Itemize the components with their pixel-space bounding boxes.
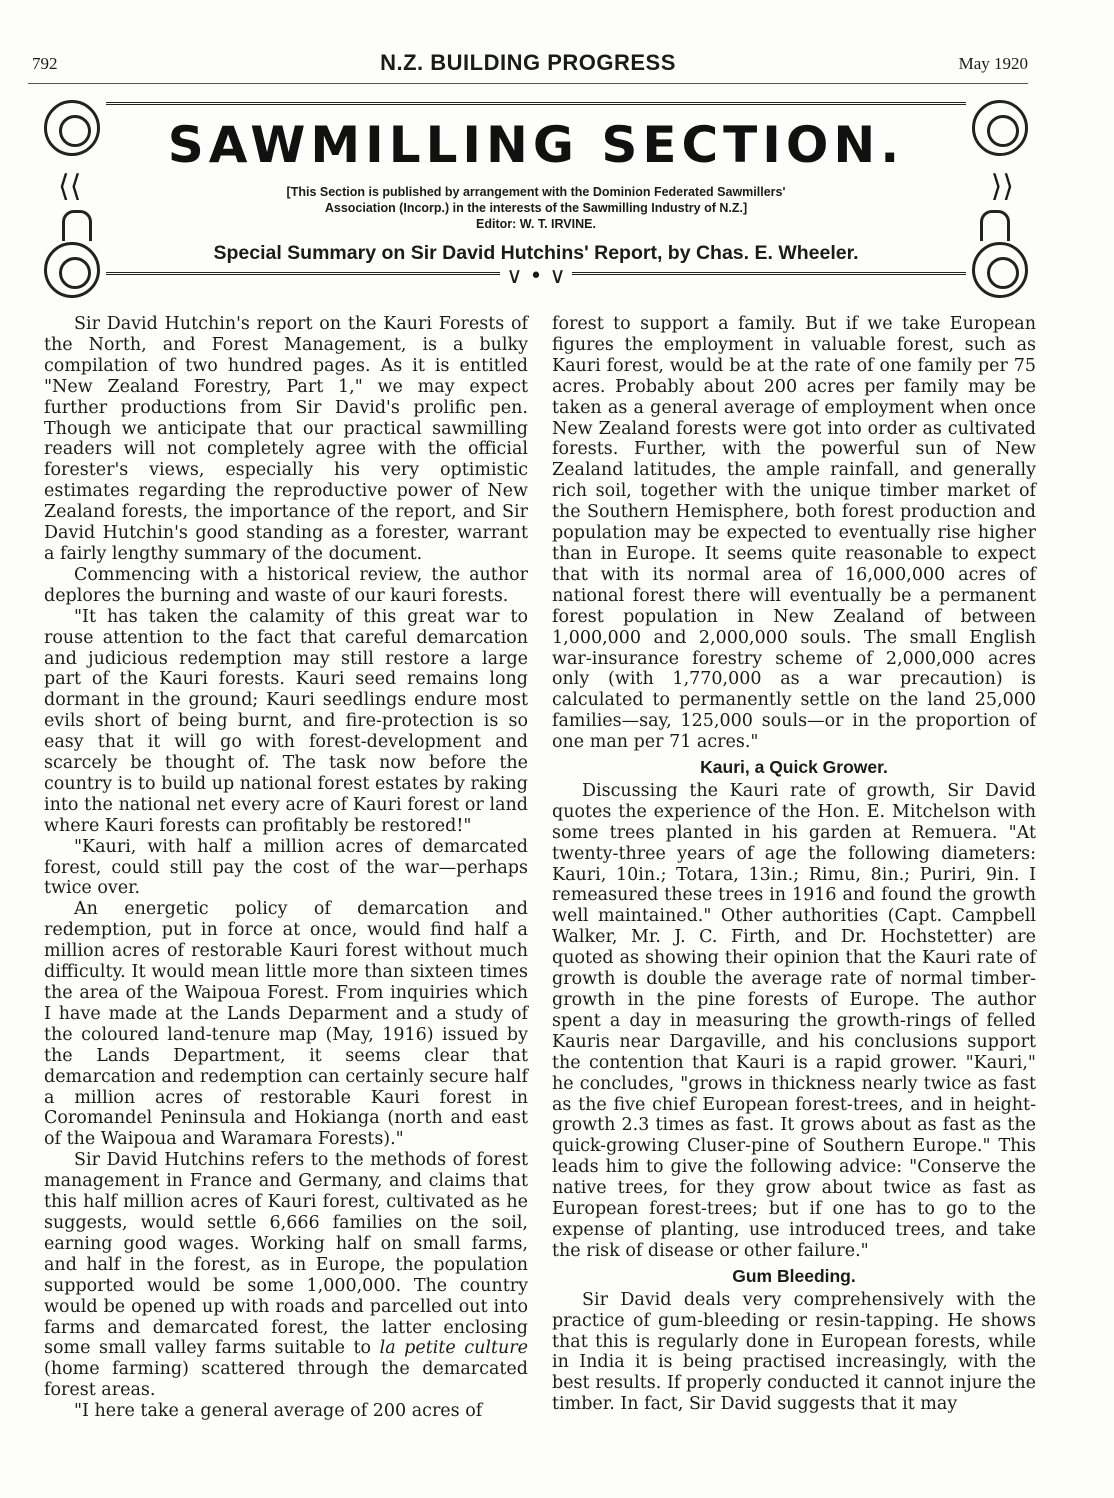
- paragraph: An energetic policy of demarcation and redemption, put in force at once, would find half a million acres of restorable Kauri forest without much difficulty. It would mean little more than sixteen times the area of the Waipoua Forest. From inquiries which I have made at the Lands Deparment and a study of the coloured land-tenure map (May, 1916) issued by the Lands Department, it seems clear that demarcation and redemption can certainly secure half a million acres of restorable Kauri forest in Coromandel Peninsula and Hokianga (north and east of the Waipoua and Waramara Forests).": [44, 899, 528, 1150]
- center-ornament-icon: ∨ • ∨: [36, 264, 1036, 289]
- right-column: [552, 314, 1036, 1415]
- header-rule: [28, 83, 1028, 84]
- section-banner: [36, 92, 1036, 306]
- subheading: Gum Bleeding.: [732, 1265, 856, 1286]
- paragraph: Sir David deals very comprehensively with the practice of gum-bleeding or resin-tapping. He shows that this is regularly done in European forests, while in India it is being practised increasingly, with the best results. If properly conducted it cannot injure the timber. In fact, Sir David suggests that it may: [552, 1289, 1036, 1415]
- subheading: Kauri, a Quick Grower.: [700, 757, 888, 778]
- paragraph: Discussing the Kauri rate of growth, Sir David quotes the experience of the Hon. E. Mitchelson with some trees planted in his garden at Remuera. "At twenty-three years of age the following diameters: Kauri, 10in.; Totara, 13in.; Rimu, 8in.; Puriri, 9in. I remeasured these trees in 1916 and found the growth well maintained." Other authorities (Capt. Campbell Walker, Mr. J. C. Firth, and Dr. Hochstetter) are quoted as showing their opinion that the Kauri rate of growth is double the average rate of normal timber-growth in the pine forests of Europe. The author spent a day in measuring the growth-rings of felled Kauris near Dargaville, and his conclusions support the contention that Kauri is a rapid grower. "Kauri," he concludes, "grows in thickness nearly twice as fast as the five chief European forest-trees, and in height-growth 2.3 times as fast. It grows about as fast as the quick-growing Cluser-pine of Southern Europe." This leads him to give the following advice: "Conserve the native trees, for they grow about twice as fast as European forest-trees; but if one has to go to the expense of planting, use introduced trees, and take the risk of disease or other failure.": [552, 780, 1036, 1261]
- banner-top-rule: [106, 102, 966, 105]
- page-number: 792: [32, 54, 58, 73]
- left-column: [44, 314, 528, 1422]
- scroll-ornament-icon: ⟩⟩: [990, 169, 1014, 204]
- publication-note-line: [This Section is published by arrangement with the Dominion Federated Sawmillers': [286, 185, 786, 199]
- paragraph: Commencing with a historical review, the author deplores the burning and waste of our kauri forests.: [44, 564, 528, 606]
- issue-date: May 1920: [958, 54, 1028, 73]
- paragraph: Sir David Hutchins refers to the methods of forest management in France and Germany, and claims that this half million acres of Kauri forest, cultivated as he suggests, would settle 6,666 families on the soil, earning good wages. Working half on small farms, and half in the forest, as in Europe, the population supported would be some 1,000,000. The country would be opened up with roads and parcelled out into farms and demarcated forest, the latter enclosing some small valley farms suitable to la petite culture (home farming) scattered through the demarcated forest areas.: [44, 1150, 528, 1401]
- running-head: [28, 48, 1028, 80]
- section-title: SAWMILLING SECTION.: [167, 116, 905, 174]
- paragraph: Sir David Hutchin's report on the Kauri Forests of the North, and Forest Management, is a bulky compilation of two hundred pages. As it is entitled "New Zealand Forestry, Part 1," we may expect further productions from Sir David's prolific pen. Though we anticipate that our practical sawmilling readers will not completely agree with the official forester's views, especially his very optimistic estimates regarding the reproductive power of New Zealand forests, the importance of the report, and Sir David Hutchin's good standing as a forester, warrant a fairly lengthy summary of the document.: [44, 314, 528, 564]
- quoted-paragraph: "I here take a general average of 200 acres of: [74, 1401, 483, 1422]
- article-subtitle: Special Summary on Sir David Hutchins' Report, by Chas. E. Wheeler.: [213, 242, 859, 264]
- publication-note-line: Association (Incorp.) in the interests of the Sawmilling Industry of N.Z.]: [324, 201, 748, 215]
- editor-credit: Editor: W. T. IRVINE.: [476, 217, 596, 231]
- paragraph-continued: forest to support a family. But if we take European figures the employment in valuable forest, such as Kauri forest, would be at the rate of one family per 75 acres. Probably about 200 acres per family may be taken as a general average of employment when once New Zealand forests were got into order as cultivated forests. Further, with the powerful sun of New Zealand latitudes, the ample rainfall, and generally rich soil, together with the unique timber market of the Southern Hemisphere, both forest production and population may be expected to eventually rise higher than in Europe. It seems quite reasonable to expect that with its normal area of 16,000,000 acres of national forest there will eventually be a permanent forest population in New Zealand of between 1,000,000 and 2,000,000 souls. The small English war-insurance forestry scheme of 2,000,000 acres only (with 1,770,000 as a war precaution) is calculated to permanently settle on the land 25,000 families—say, 125,000 souls—or in the proportion of one man per 71 acres.": [552, 314, 1036, 753]
- publication-note: [36, 184, 1036, 232]
- scroll-ornament-icon: ⟨⟨: [58, 169, 82, 204]
- quoted-paragraph: "Kauri, with half a million acres of demarcated forest, could still pay the cost of the war—perhaps twice over.: [44, 836, 528, 899]
- journal-title: N.Z. BUILDING PROGRESS: [380, 50, 676, 75]
- quoted-paragraph: "It has taken the calamity of this great war to rouse attention to the fact that careful demarcation and judicious redemption may still restore a large part of the Kauri forests. Kauri seed remains long dormant in the ground; Kauri seedlings endure most evils short of being burnt, and fire-protection is so easy that it will go with forest-development and scarcely be thought of. The task now before the country is to build up national forest estates by raking into the national net every acre of Kauri forest or land where Kauri forests can profitably be restored!": [44, 606, 528, 836]
